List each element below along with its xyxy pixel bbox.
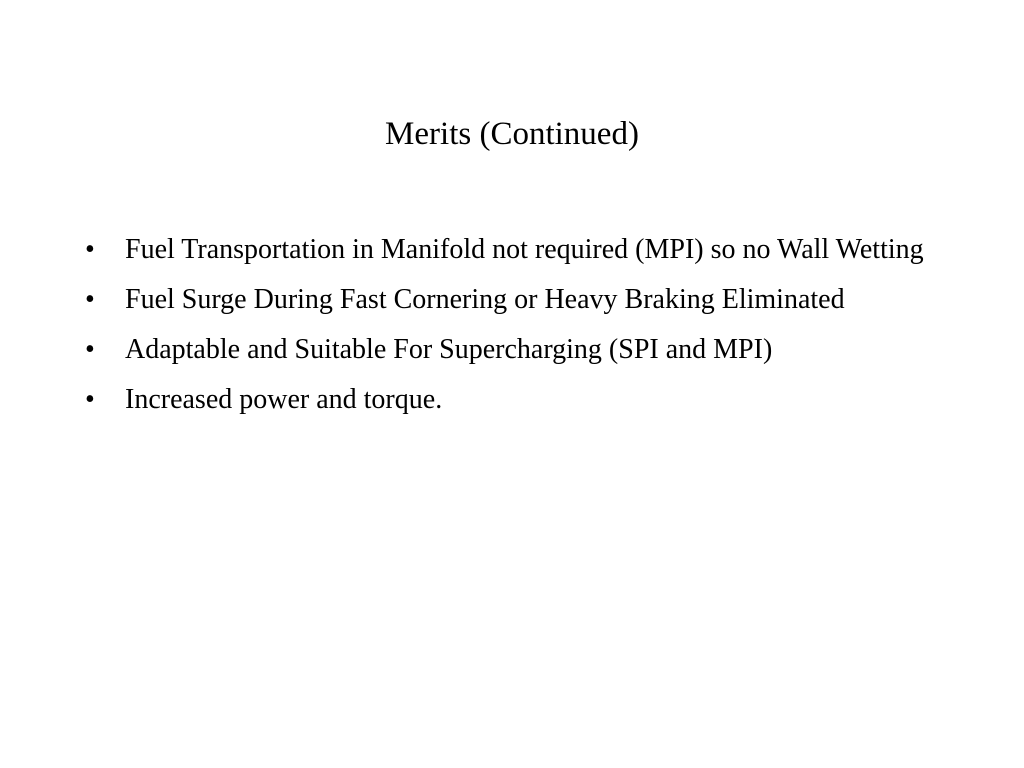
bullet-text: Fuel Surge During Fast Cornering or Heavy Braking Eliminated — [125, 284, 845, 315]
bullet-item — [85, 230, 945, 270]
slide-title: Merits (Continued) — [385, 116, 639, 152]
bullet-text: Fuel Transportation in Manifold not required (MPI) so no Wall Wetting — [125, 234, 924, 265]
bullet-icon: • — [85, 284, 95, 315]
bullet-item — [85, 330, 945, 370]
bullet-icon: • — [85, 234, 95, 265]
bullet-text: Increased power and torque. — [125, 384, 443, 415]
bullet-list — [85, 230, 945, 430]
bullet-icon: • — [85, 334, 95, 365]
bullet-item — [85, 280, 945, 320]
bullet-item — [85, 380, 945, 420]
bullet-icon: • — [85, 384, 95, 415]
bullet-text: Adaptable and Suitable For Supercharging (SPI and MPI) — [125, 334, 773, 365]
